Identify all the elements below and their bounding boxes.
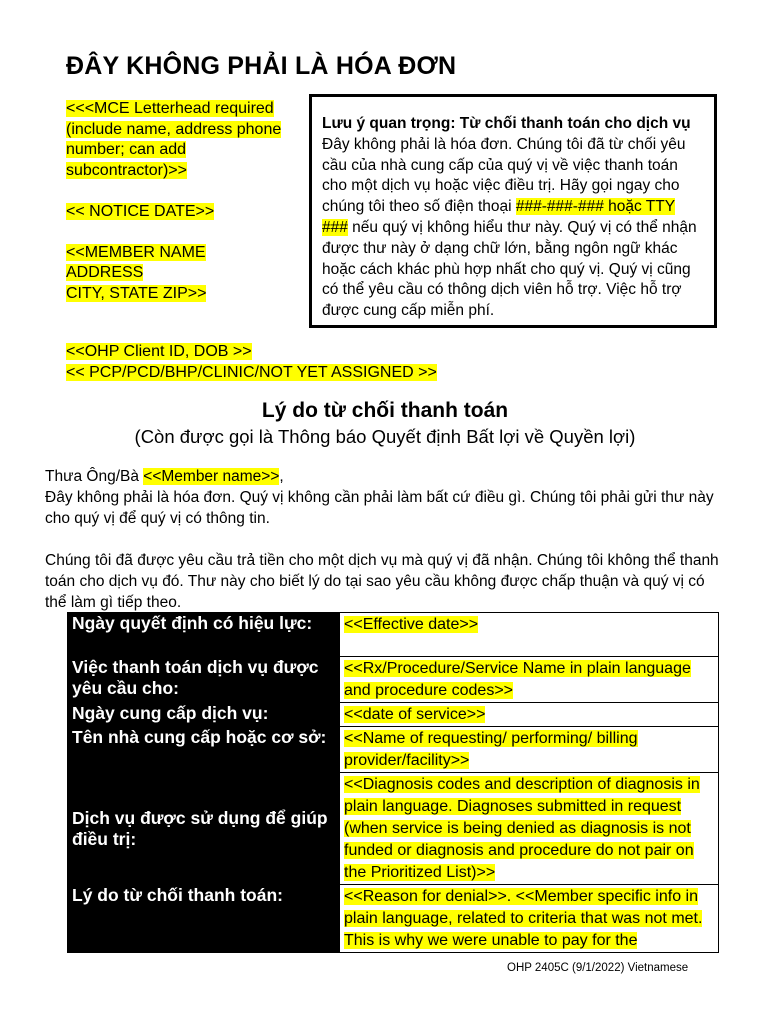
mce-letterhead-placeholder: <<<MCE Letterhead required (include name, address phone number; can add subcontractor)>> <box>66 100 282 179</box>
row-value <box>340 657 719 703</box>
notice-body <box>322 135 704 322</box>
row-value <box>340 885 719 953</box>
table-row <box>68 613 719 657</box>
request-explanation-paragraph: Chúng tôi đã được yêu cầu trả tiền cho một dịch vụ mà quý vị đã nhận. Chúng tôi không thể thanh toán cho dịch vụ đó. Thư này cho biết lý do tại sao yêu cầu không được chấp thuận và quý vị có thể làm gì tiếp theo. <box>45 552 719 611</box>
greeting-prefix: Thưa Ông/Bà <box>45 468 144 485</box>
row-label: Dịch vụ được sử dụng để giúp điều trị: <box>68 773 340 885</box>
notice-body-text: Đây không phải là hóa đơn. Chúng tôi đã từ chối yêu cầu của nhà cung cấp của quý vị về việc thanh toán cho một dịch vụ hoặc việc điều trị. Hãy gọi ngay cho chúng tôi theo số điện thoại <box>322 135 686 216</box>
row-value <box>340 773 719 885</box>
member-name-placeholder: <<MEMBER NAME <box>66 243 206 261</box>
city-state-zip-placeholder: CITY, STATE ZIP>> <box>66 284 207 302</box>
row-label: Tên nhà cung cấp hoặc cơ sở: <box>68 727 340 773</box>
greeting-suffix: , <box>279 468 284 485</box>
denial-info-table <box>67 612 719 953</box>
effective-date-value: <<Effective date>> <box>344 616 479 633</box>
denial-reason-value: <<Reason for denial>>. <<Member specific info in plain language, related to criteria that was not met. This is why we were unable to pay for the <box>344 888 703 949</box>
provider-name-value: <<Name of requesting/ performing/ billing provider/facility>> <box>344 730 638 769</box>
member-address-block <box>66 243 306 305</box>
diagnosis-value: <<Diagnosis codes and description of diagnosis in plain language. Diagnoses submitted in request (when service is being denied as diagnosis is not funded or diagnosis and procedure do not pair on the Prioritized List)>> <box>344 776 700 881</box>
date-of-service-value: <<date of service>> <box>344 706 486 723</box>
page-title: ĐÂY KHÔNG PHẢI LÀ HÓA ĐƠN <box>66 52 457 80</box>
notice-body-text-2: nếu quý vị không hiểu thư này. Quý vị có thể nhận được thư này ở dạng chữ lớn, bằng ngôn ngữ khác hoặc cách khác phù hợp nhất cho quý vị. Quý vị cũng có thể yêu cầu có thông dịch viên hỗ trợ. Việc hỗ trợ được cung cấp miễn phí. <box>322 218 697 320</box>
section-subtitle: (Còn được gọi là Thông báo Quyết định Bất lợi về Quyền lợi) <box>134 426 636 447</box>
table-row <box>68 773 719 885</box>
greeting-member-name: <<Member name>> <box>143 468 280 485</box>
form-footer: OHP 2405C (9/1/2022) Vietnamese <box>507 962 689 974</box>
row-label: Ngày quyết định có hiệu lực: <box>68 613 340 657</box>
section-title: Lý do từ chối thanh toán <box>261 399 509 422</box>
notice-date-placeholder: << NOTICE DATE>> <box>66 202 215 220</box>
row-label: Lý do từ chối thanh toán: <box>68 885 340 953</box>
address-placeholder: ADDRESS <box>66 264 144 281</box>
row-label: Việc thanh toán dịch vụ được yêu cầu cho: <box>68 657 340 703</box>
greeting <box>45 466 725 487</box>
row-label: Ngày cung cấp dịch vụ: <box>68 703 340 727</box>
client-id-placeholder: <<OHP Client ID, DOB >> <box>66 343 252 360</box>
row-value <box>340 703 719 727</box>
table-row <box>68 657 719 703</box>
notice-heading: Lưu ý quan trọng: Từ chối thanh toán cho dịch vụ <box>322 115 691 132</box>
notice-phone: ###-###-### hoặc TTY ### <box>322 198 676 236</box>
letterhead-block <box>66 99 306 325</box>
table-row <box>68 727 719 773</box>
assignment-placeholder: << PCP/PCD/BHP/CLINIC/NOT YET ASSIGNED >> <box>66 364 437 381</box>
table-row <box>68 703 719 727</box>
row-value <box>340 613 719 657</box>
not-a-bill-paragraph: Đây không phải là hóa đơn. Quý vị không cần phải làm bất cứ điều gì. Chúng tôi phải gửi thư này cho quý vị để quý vị có thông tin. <box>45 489 714 527</box>
service-name-value: <<Rx/Procedure/Service Name in plain language and procedure codes>> <box>344 660 691 699</box>
row-value <box>340 727 719 773</box>
table-row <box>68 885 719 953</box>
important-notice-box <box>309 94 717 328</box>
member-ids <box>66 341 437 383</box>
